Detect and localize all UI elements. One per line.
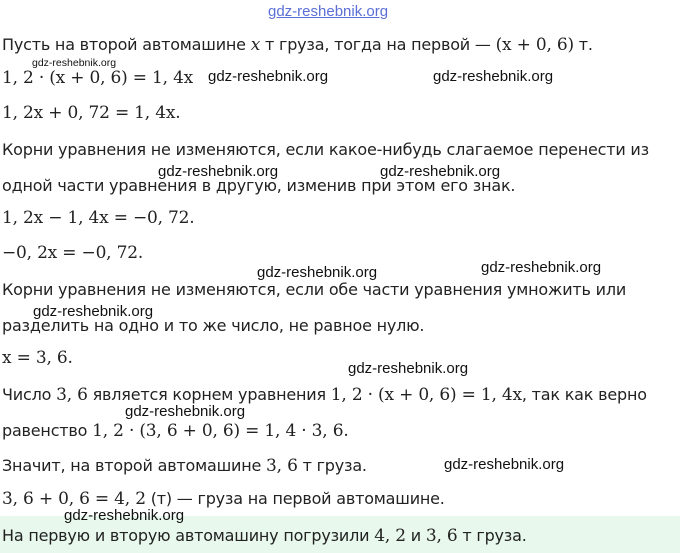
watermark: gdz-reshebnik.org	[32, 57, 117, 69]
watermark: gdz-reshebnik.org	[64, 507, 185, 524]
watermark: gdz-reshebnik.org	[257, 264, 378, 281]
text-line-12: равенство 1, 2 · (3, 6 + 0, 6) = 1, 4 · 3, 6.	[2, 421, 349, 441]
text-line-5: одной части уравнения в другую, изменив при этом его знак.	[2, 176, 516, 195]
equation-line-10: x = 3, 6.	[2, 348, 73, 368]
variable-x: x	[250, 35, 261, 55]
watermark: gdz-reshebnik.org	[444, 456, 565, 473]
text-line-13: Значит, на второй автомашине 3, 6 т груза.	[2, 456, 367, 476]
equation-line-2: 1, 2 · (x + 0, 6) = 1, 4x	[2, 68, 194, 88]
watermark: gdz-reshebnik.org	[208, 68, 329, 85]
text-line-8: Корни уравнения не изменяются, если обе части уравнения умножить или	[2, 280, 627, 299]
watermark: gdz-reshebnik.org	[433, 68, 554, 85]
watermark-top[interactable]: gdz-reshebnik.org	[268, 3, 389, 20]
text-line-11: Число 3, 6 является корнем уравнения 1, 2 · (x + 0, 6) = 1, 4x, так как верно	[2, 385, 647, 405]
watermark: gdz-reshebnik.org	[125, 403, 246, 420]
equation-line-7: −0, 2x = −0, 72.	[2, 243, 144, 263]
watermark: gdz-reshebnik.org	[158, 163, 279, 180]
text-line-14: 3, 6 + 0, 6 = 4, 2 (т) — груза на первой автомашине.	[2, 489, 445, 509]
watermark: gdz-reshebnik.org	[33, 303, 154, 320]
equation-line-3: 1, 2x + 0, 72 = 1, 4x.	[2, 103, 181, 123]
watermark: gdz-reshebnik.org	[348, 360, 469, 377]
text-line-4: Корни уравнения не изменяются, если какое-нибудь слагаемое перенести из	[2, 140, 649, 159]
watermark: gdz-reshebnik.org	[380, 163, 501, 180]
answer-line: На первую и вторую автомашину погрузили 4, 2 и 3, 6 т груза.	[2, 526, 527, 546]
math-expr: (x + 0, 6)	[495, 35, 574, 55]
watermark: gdz-reshebnik.org	[481, 259, 602, 276]
text-line-1: Пусть на второй автомашине x т груза, тогда на первой — (x + 0, 6) т.	[2, 35, 593, 55]
equation-line-6: 1, 2x − 1, 4x = −0, 72.	[2, 208, 195, 228]
text-line-9: разделить на одно и то же число, не равное нулю.	[2, 316, 425, 335]
